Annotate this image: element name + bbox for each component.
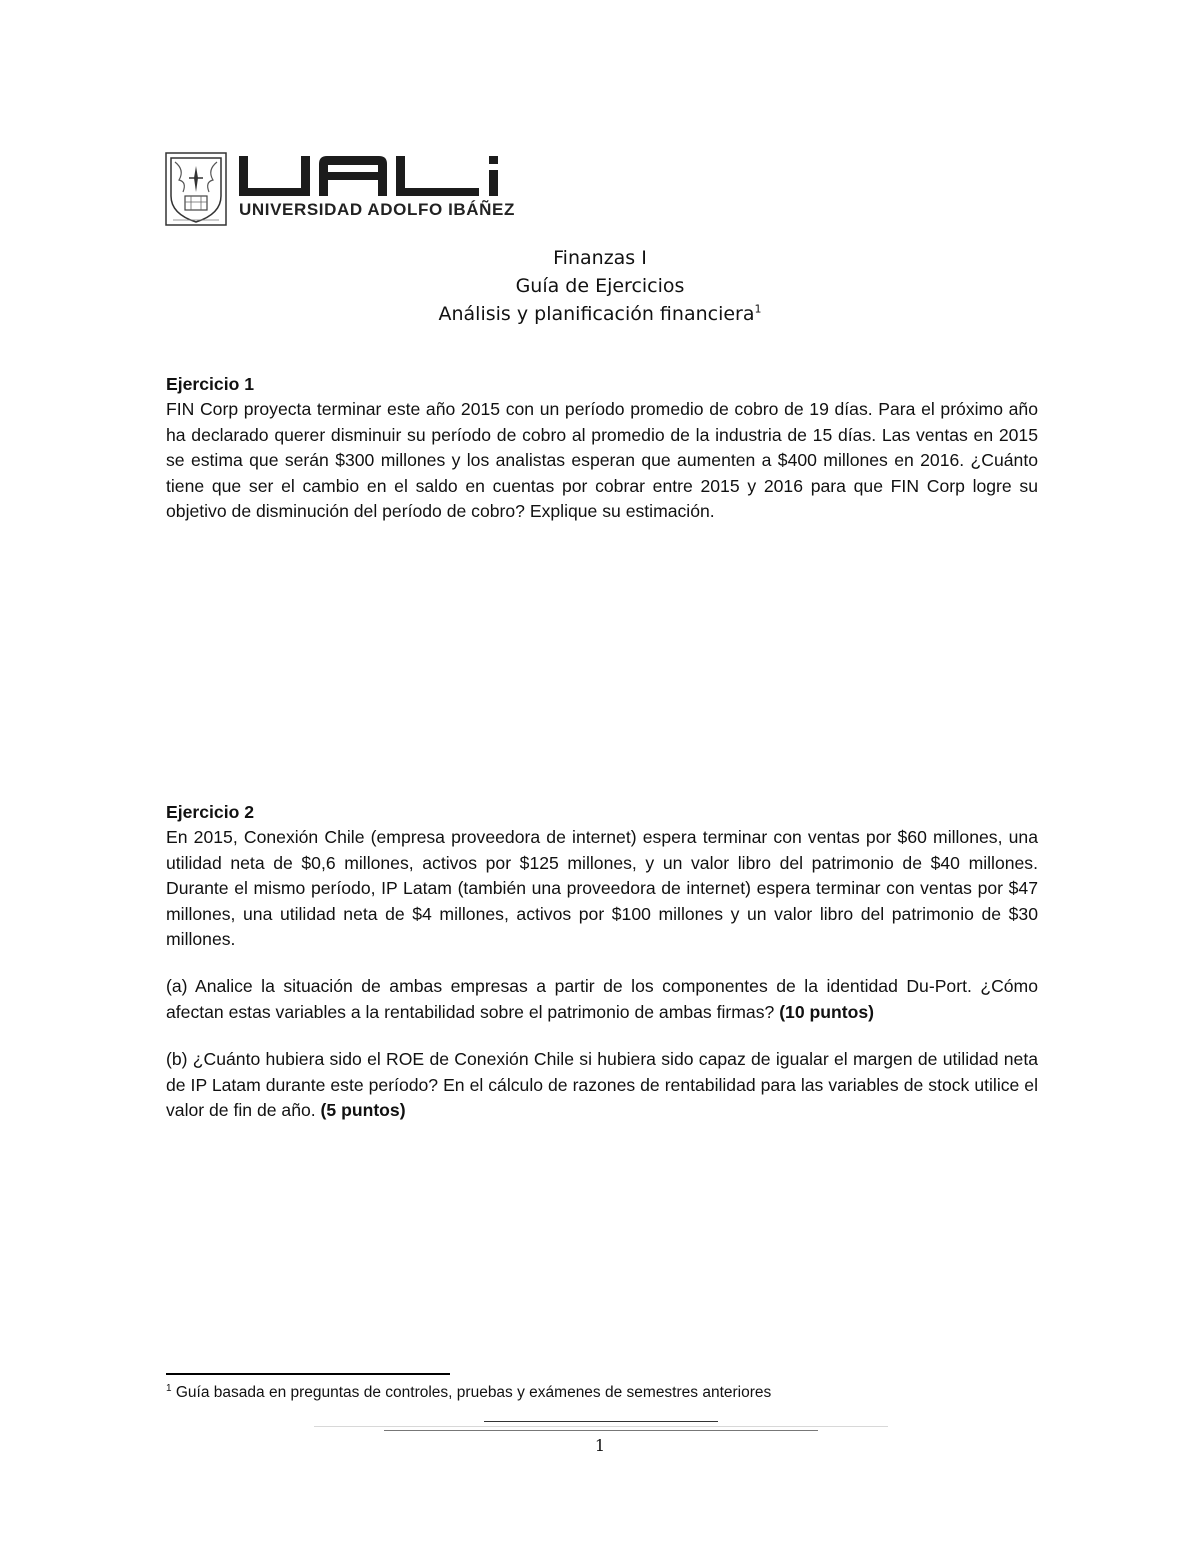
exercise-2-part-a (166, 974, 1038, 1025)
exercise-2 (166, 800, 1038, 1123)
exercise-2-heading: Ejercicio 2 (166, 802, 255, 822)
exercise-1-text: FIN Corp proyecta terminar este año 2015 con un período promedio de cobro de 19 días. Para el próximo año ha declarado querer disminuir su período de cobro al promedio de la industria de 15 días. Las ventas en 2015 se estima que serán $300 millones y los analistas esperan que aumenten a $400 millones en 2016. ¿Cuánto tiene que ser el cambio en el saldo en cuentas por cobrar entre 2015 y 2016 para que FIN Corp logre su objetivo de disminución del período de cobro? Explique su estimación. (166, 399, 1038, 522)
part-b-text: (b) ¿Cuánto hubiera sido el ROE de Conexión Chile si hubiera sido capaz de igualar el margen de utilidad neta de IP Latam durante este período? En el cálculo de razones de rentabilidad para las variables de stock utilice el valor de fin de año. (166, 1049, 1038, 1121)
exercise-1 (166, 372, 1038, 524)
university-logo (165, 152, 515, 227)
exercise-2-text: En 2015, Conexión Chile (empresa proveedora de internet) espera terminar con ventas por $60 millones, una utilidad neta de $0,6 millones, activos por $125 millones, y un valor libro del patrimonio de $40 millones. Durante el mismo período, IP Latam (también una proveedora de internet) espera terminar con ventas por $47 millones, una utilidad neta de $4 millones, activos por $100 millones y un valor libro del patrimonio de $30 millones. (166, 827, 1038, 950)
topic-title-text: Análisis y planificación financiera (438, 303, 755, 325)
crest-icon (165, 152, 227, 226)
footnote-text: Guía basada en preguntas de controles, pruebas y exámenes de semestres anteriores (175, 1384, 772, 1401)
part-b-points: (5 puntos) (320, 1100, 406, 1121)
exercise-2-part-b (166, 1047, 1038, 1123)
footer-rule-light (314, 1426, 888, 1427)
part-a-points: (10 puntos) (779, 1001, 874, 1022)
page-number: 1 (594, 1436, 606, 1455)
footnote-reference: 1 (754, 302, 762, 316)
footnote-separator (166, 1373, 450, 1375)
course-title: Finanzas I (553, 247, 647, 269)
uai-wordmark-icon (239, 156, 501, 196)
footnote-mark: 1 (166, 1382, 172, 1394)
part-a-text: (a) Analice la situación de ambas empresas a partir de los componentes de la identidad Du-Port. ¿Cómo afectan estas variables a la rentabilidad sobre el patrimonio de ambas firmas? (166, 976, 1038, 1022)
footer-rule-lower (384, 1430, 818, 1431)
guide-title: Guía de Ejercicios (515, 275, 685, 297)
topic-title (0, 300, 1200, 328)
footer-rule (484, 1421, 718, 1422)
footnote (166, 1384, 771, 1402)
document-titles (0, 244, 1200, 328)
exercise-1-heading: Ejercicio 1 (166, 374, 255, 394)
institution-name: UNIVERSIDAD ADOLFO IBÁÑEZ (239, 200, 515, 219)
